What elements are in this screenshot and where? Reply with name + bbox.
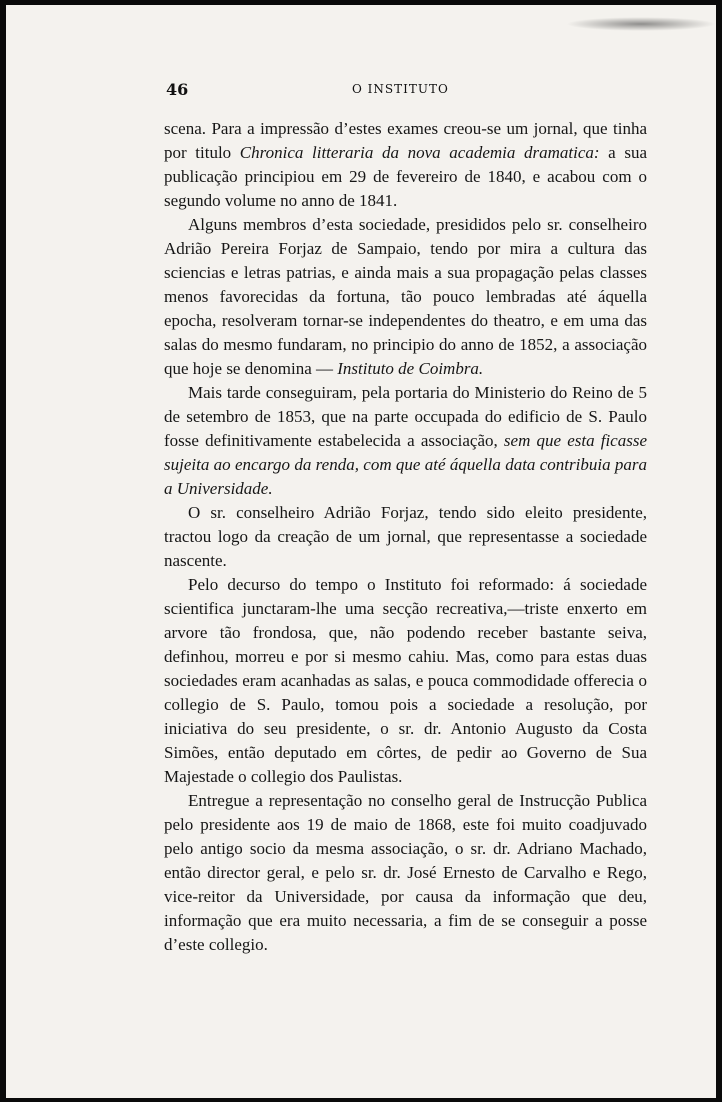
paragraph-4: O sr. conselheiro Adrião Forjaz, tendo sido eleito presidente, tractou logo da creação de um jornal, que representasse a sociedade nascente. [164,503,647,570]
book-page [6,5,716,1098]
running-head [6,80,716,100]
paragraph-5: Pelo decurso do tempo o Instituto foi reformado: á sociedade scientifica junctaram-lhe uma secção recreativa,—triste enxerto em arvore tão frondosa, que, não podendo receber bastante seiva, definhou, morreu e por si mesmo cahiu. Mas, como para estas duas sociedades eram acanhadas as salas, e pouca commodidade offerecia o collegio de S. Paulo, tomou pois a sociedade a resolução, por iniciativa do seu presidente, o sr. dr. Antonio Augusto da Costa Simões, então deputado em côrtes, de pedir ao Governo de Sua Majestade o collegio dos Paulistas. [164,575,647,786]
paragraph-6: Entregue a representação no conselho geral de Instrucção Publica pelo presidente aos 19 de maio de 1868, este foi muito coadjuvado pelo antigo socio da mesma associação, o sr. dr. Adriano Machado, então director geral, e pelo sr. dr. José Ernesto de Carvalho e Rego, vice-reitor da Universidade, por causa da informação que deu, informação que era muito necessaria, a fim de se conseguir a posse d’este collegio. [164,791,647,954]
paragraph-3: Mais tarde conseguiram, pela portaria do Ministerio do Reino de 5 de setembro de 1853, que na parte occupada do edificio de S. Paulo fosse definitivamente estabelecida a associação, sem que esta ficasse sujeita ao encargo da renda, com que até áquella data contribuia para a Universidade. [164,383,647,498]
body-text [164,117,647,957]
running-title: O INSTITUTO [352,82,449,96]
paragraph-1: scena. Para a impressão d’estes exames creou-se um jornal, que tinha por titulo Chronica litteraria da nova academia dramatica: a sua publicação principiou em 29 de fevereiro de 1840, e acabou com o segundo volume no anno de 1841. [164,119,647,210]
page-number: 46 [166,80,189,99]
italic-quote: sem que esta ficasse sujeita ao encargo da renda, com que até áquella data contribuia para a Universidade. [164,431,647,498]
italic-institute-name: Instituto de Coimbra. [337,359,484,378]
italic-title: Chronica litteraria da nova academia dramatica: [239,143,600,162]
scan-shadow [566,17,716,31]
paragraph-2: Alguns membros d’esta sociedade, presididos pelo sr. conselheiro Adrião Pereira Forjaz de Sampaio, tendo por mira a cultura das sciencias e letras patrias, e ainda mais a sua propagação pelas classes menos favorecidas da fortuna, tão pouco lembradas até áquella epocha, resolveram tornar-se independentes do theatro, e em uma das salas do mesmo fundaram, no principio do anno de 1852, a associação que hoje se denomina — Instituto de Coimbra. [164,215,647,378]
